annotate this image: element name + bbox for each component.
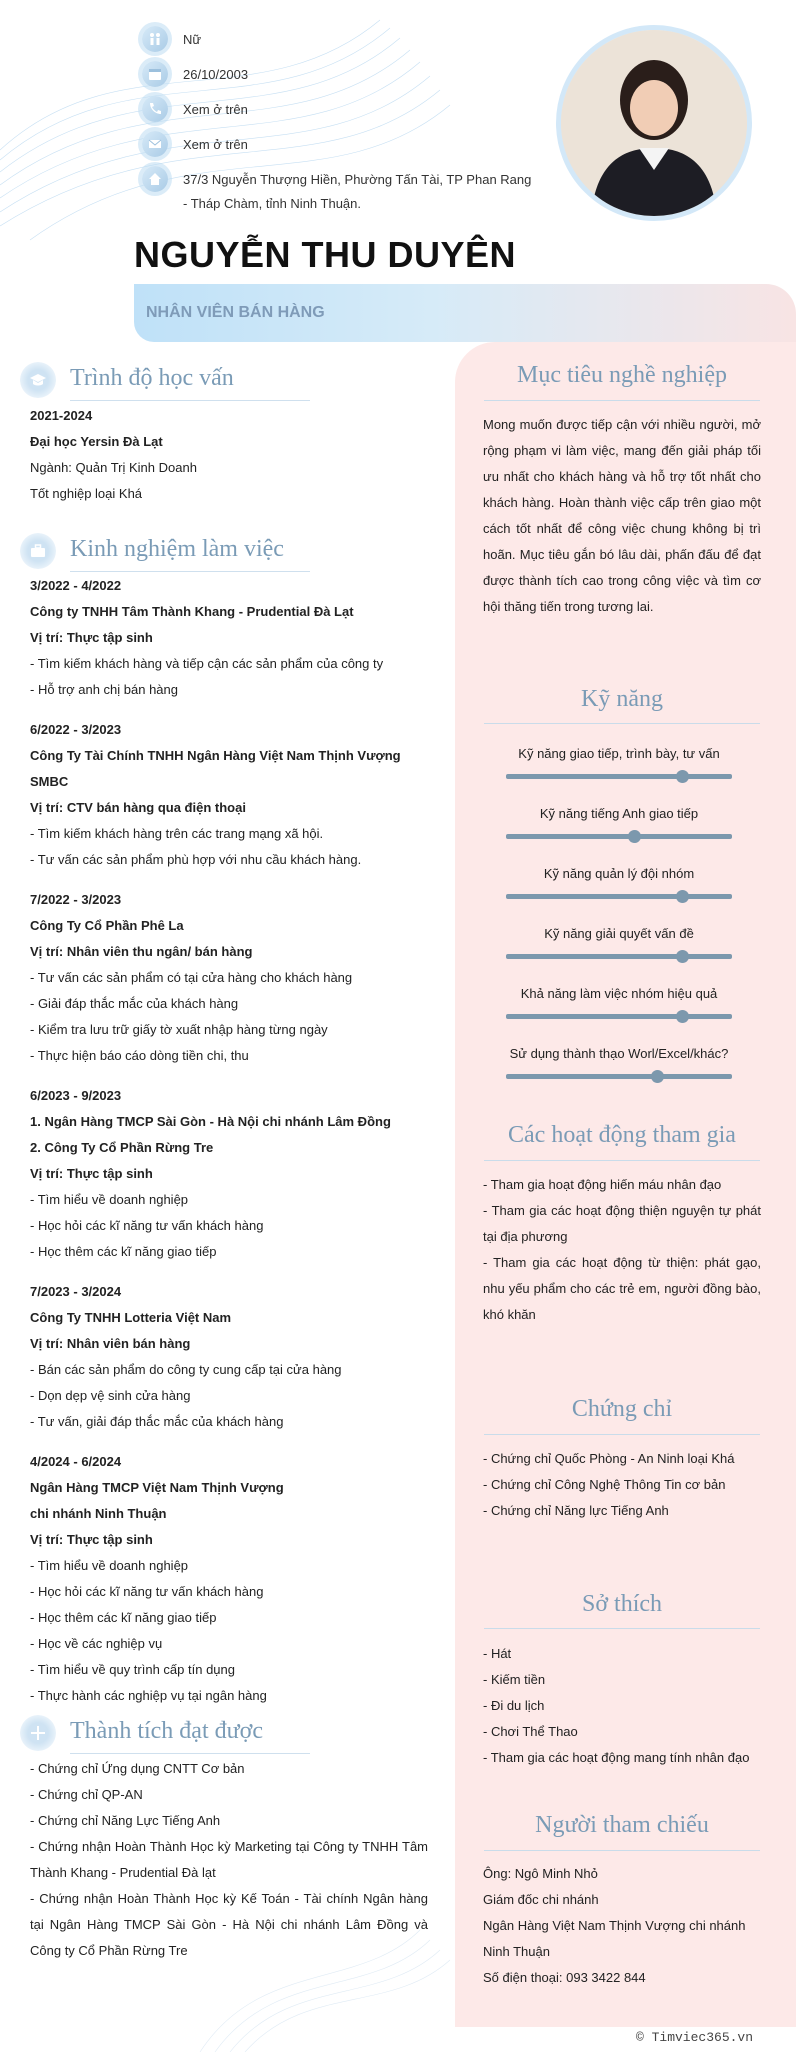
job-company: chi nhánh Ninh Thuận [30, 1506, 167, 1521]
job-task: - Tư vấn các sản phẩm phù hợp với nhu cầu khách hàng. [30, 852, 362, 867]
heading-divider [484, 1850, 760, 1851]
footer-watermark: © Timviec365.vn [636, 2030, 754, 2045]
job-task: - Tư vấn, giải đáp thắc mắc của khách hàng [30, 1414, 284, 1429]
avatar [556, 25, 752, 221]
job-task: - Thực hiện báo cáo dòng tiền chi, thu [30, 1048, 249, 1063]
calendar-icon [142, 61, 168, 87]
job-position: Vị trí: CTV bán hàng qua điện thoại [30, 800, 246, 815]
education-major: Ngành: Quản Trị Kinh Doanh [30, 460, 197, 475]
skill-label: Khả năng làm việc nhóm hiệu quả [520, 986, 718, 1001]
address-line-1: 37/3 Nguyễn Thượng Hiền, Phường Tấn Tài, TP Phan Rang [183, 172, 532, 187]
contact-phone: Xem ở trên [183, 102, 248, 117]
job-entry [30, 1279, 428, 1435]
job-company: Công ty TNHH Tâm Thành Khang - Prudential Đà Lạt [30, 604, 354, 619]
job-entry [30, 717, 428, 873]
job-task: - Tìm hiểu về doanh nghiệp [30, 1192, 189, 1207]
job-task: - Học về các nghiệp vụ [30, 1636, 163, 1651]
activity-item: - Tham gia các hoạt động thiện nguyện tự phát tại địa phương [483, 1203, 761, 1244]
job-task: - Thực hành các nghiệp vụ tại ngân hàng [30, 1688, 267, 1703]
hobbies-list [483, 1641, 761, 1771]
achievement-item: - Chứng chỉ Năng Lực Tiếng Anh [30, 1813, 221, 1828]
reference-line: Ngân Hàng Việt Nam Thịnh Vượng chi nhánh Ninh Thuận [483, 1918, 746, 1959]
achievement-item: - Chứng nhận Hoàn Thành Học kỳ Marketing tại Công ty TNHH Tâm Thành Khang - Prudential Đà lạt [30, 1839, 428, 1880]
achievements-heading-text: Thành tích đạt được [70, 1718, 263, 1744]
contact-dob: 26/10/2003 [183, 67, 249, 82]
job-period: 3/2022 - 4/2022 [30, 578, 122, 593]
job-period: 6/2022 - 3/2023 [30, 722, 122, 737]
education-period: 2021-2024 [30, 408, 93, 423]
trophy-icon [20, 1715, 56, 1751]
job-task: - Học hỏi các kĩ năng tư vấn khách hàng [30, 1218, 264, 1233]
skill-label: Sử dụng thành thạo Worl/Excel/khác? [509, 1046, 729, 1061]
skill-bar [506, 1074, 732, 1079]
hobby-item: - Tham gia các hoạt động mang tính nhân đạo [483, 1750, 750, 1765]
job-task: - Tư vấn các sản phẩm có tại cửa hàng cho khách hàng [30, 970, 353, 985]
job-task: - Bán các sản phẩm do công ty cung cấp tại cửa hàng [30, 1362, 342, 1377]
references-heading: Người tham chiếu [535, 1812, 709, 1838]
graduation-cap-icon [20, 362, 56, 398]
hobby-item: - Hát [483, 1646, 512, 1661]
achievement-item: - Chứng nhận Hoàn Thành Học kỳ Kế Toán - Tài chính Ngân hàng tại Ngân Hàng TMCP Sài Gòn - Hà Nội chi nhánh Lâm Đồng và Công ty Cổ Phần Rừng Tre [30, 1891, 428, 1958]
job-position: Vị trí: Nhân viên bán hàng [30, 1336, 191, 1351]
job-position: Vị trí: Thực tập sinh [30, 1532, 153, 1547]
job-position: Vị trí: Thực tập sinh [30, 1166, 153, 1181]
job-period: 6/2023 - 9/2023 [30, 1088, 122, 1103]
skill-knob [676, 770, 689, 783]
education-heading-text: Trình độ học vấn [70, 365, 234, 391]
skill-label: Kỹ năng quản lý đội nhóm [543, 866, 695, 881]
job-company: Công Ty TNHH Lotteria Việt Nam [30, 1310, 232, 1325]
skill-bar [506, 774, 732, 779]
activity-item: - Tham gia hoạt động hiến máu nhân đạo [483, 1177, 722, 1192]
education-grade: Tốt nghiệp loại Khá [30, 486, 143, 501]
certificate-item: - Chứng chỉ Quốc Phòng - An Ninh loại Khá [483, 1451, 735, 1466]
heading-divider [70, 571, 310, 572]
candidate-name: NGUYỄN THU DUYÊN [134, 234, 517, 275]
skill-knob [676, 1010, 689, 1023]
heading-divider [70, 400, 310, 401]
activities-heading: Các hoạt động tham gia [508, 1122, 736, 1148]
job-task: - Tìm hiểu về doanh nghiệp [30, 1558, 189, 1573]
skill-item [506, 744, 732, 779]
job-task: - Kiểm tra lưu trữ giấy tờ xuất nhập hàng từng ngày [30, 1022, 328, 1037]
job-company: 1. Ngân Hàng TMCP Sài Gòn - Hà Nội chi nhánh Lâm Đồng [30, 1114, 391, 1129]
briefcase-icon [20, 533, 56, 569]
hobby-item: - Đi du lịch [483, 1698, 545, 1713]
contact-address [183, 170, 531, 214]
skill-label: Kỹ năng giao tiếp, trình bày, tư vấn [518, 746, 720, 761]
skill-item [506, 1044, 732, 1079]
contact-gender: Nữ [183, 32, 202, 47]
skill-item [506, 984, 732, 1019]
reference-line: Giám đốc chi nhánh [483, 1892, 599, 1907]
skill-label: Kỹ năng giải quyết vấn đề [544, 926, 694, 941]
job-task: - Học thêm các kĩ năng giao tiếp [30, 1610, 217, 1625]
skill-knob [676, 890, 689, 903]
achievement-item: - Chứng chỉ QP-AN [30, 1787, 143, 1802]
home-icon [142, 166, 168, 192]
job-period: 7/2023 - 3/2024 [30, 1284, 122, 1299]
job-task: - Tìm kiếm khách hàng và tiếp cận các sản phẩm của công ty [30, 656, 384, 671]
heading-divider [484, 1628, 760, 1629]
skill-bar [506, 834, 732, 839]
job-task: - Hỗ trợ anh chị bán hàng [30, 682, 179, 697]
skill-item [506, 864, 732, 899]
job-task: - Giải đáp thắc mắc của khách hàng [30, 996, 239, 1011]
job-company: Công Ty Cổ Phần Phê La [30, 918, 184, 933]
skill-knob [676, 950, 689, 963]
education-block [30, 403, 428, 507]
job-position: Vị trí: Nhân viên thu ngân/ bán hàng [30, 944, 253, 959]
skills-heading: Kỹ năng [581, 686, 663, 712]
job-company: 2. Công Ty Cổ Phần Rừng Tre [30, 1140, 214, 1155]
experience-heading-text: Kinh nghiệm làm việc [70, 536, 284, 562]
references-list [483, 1861, 761, 1991]
hobby-item: - Kiếm tiền [483, 1672, 546, 1687]
hobbies-heading: Sở thích [581, 1591, 663, 1617]
reference-line: Số điện thoại: 093 3422 844 [483, 1970, 646, 1985]
phone-icon [142, 96, 168, 122]
job-task: - Học thêm các kĩ năng giao tiếp [30, 1244, 217, 1259]
certificates-list [483, 1446, 761, 1524]
certificate-item: - Chứng chỉ Năng lực Tiếng Anh [483, 1503, 669, 1518]
skill-label: Kỹ năng tiếng Anh giao tiếp [539, 806, 699, 821]
job-position: Vị trí: Thực tập sinh [30, 630, 153, 645]
job-task: - Tìm hiểu về quy trình cấp tín dụng [30, 1662, 235, 1677]
skill-knob [651, 1070, 664, 1083]
achievement-item: - Chứng chỉ Ứng dụng CNTT Cơ bản [30, 1761, 245, 1776]
skill-bar [506, 954, 732, 959]
skill-bar [506, 894, 732, 899]
job-task: - Tìm kiếm khách hàng trên các trang mạng xã hội. [30, 826, 324, 841]
heading-divider [484, 1160, 760, 1161]
skill-item [506, 804, 732, 839]
reference-line: Ông: Ngô Minh Nhỏ [483, 1866, 598, 1881]
education-school: Đại học Yersin Đà Lạt [30, 434, 163, 449]
job-task: - Học hỏi các kĩ năng tư vấn khách hàng [30, 1584, 264, 1599]
skill-bar [506, 1014, 732, 1019]
job-entry [30, 887, 428, 1069]
job-period: 4/2024 - 6/2024 [30, 1454, 122, 1469]
job-entry [30, 1449, 428, 1709]
mail-icon [142, 131, 168, 157]
objective-text: Mong muốn được tiếp cận với nhiều người, mở rộng phạm vi làm việc, mang đến giải pháp tối ưu nhất cho khách hàng và hỗ trợ tốt nhất cho khách hàng. Hoàn thành việc cấp trên giao một cách tốt nhất để công việc chung không bị trì hoãn. Mục tiêu gắn bó lâu dài, phấn đấu để đạt được thành tích cao trong công việc và tìm cơ hội thăng tiến trong tương lai. [483, 417, 761, 614]
heading-divider [484, 723, 760, 724]
certificates-heading: Chứng chỉ [571, 1396, 673, 1422]
certificate-item: - Chứng chỉ Công Nghệ Thông Tin cơ bản [483, 1477, 726, 1492]
objective-heading: Mục tiêu nghề nghiệp [517, 362, 727, 388]
contact-email: Xem ở trên [183, 137, 248, 152]
achievements-list [30, 1756, 428, 1964]
heading-divider [484, 400, 760, 401]
job-company: Ngân Hàng TMCP Việt Nam Thịnh Vượng [30, 1480, 284, 1495]
heading-divider [484, 1434, 760, 1435]
job-entry [30, 1083, 428, 1265]
gender-icon [142, 26, 168, 52]
heading-divider [70, 1753, 310, 1754]
hobby-item: - Chơi Thể Thao [483, 1724, 578, 1739]
address-line-2: - Tháp Chàm, tỉnh Ninh Thuận. [183, 196, 362, 211]
experience-list [30, 573, 428, 1709]
skill-item [506, 924, 732, 959]
activities-list [483, 1172, 761, 1328]
job-company: SMBC [30, 774, 69, 789]
activity-item: - Tham gia các hoạt động từ thiện: phát gạo, nhu yếu phẩm cho các trẻ em, người đồng bào, khó khăn [483, 1255, 761, 1322]
job-company: Công Ty Tài Chính TNHH Ngân Hàng Việt Nam Thịnh Vượng [30, 748, 401, 763]
job-task: - Dọn dẹp vệ sinh cửa hàng [30, 1388, 191, 1403]
job-title: NHÂN VIÊN BÁN HÀNG [146, 304, 325, 321]
job-period: 7/2022 - 3/2023 [30, 892, 122, 907]
job-entry [30, 573, 428, 703]
